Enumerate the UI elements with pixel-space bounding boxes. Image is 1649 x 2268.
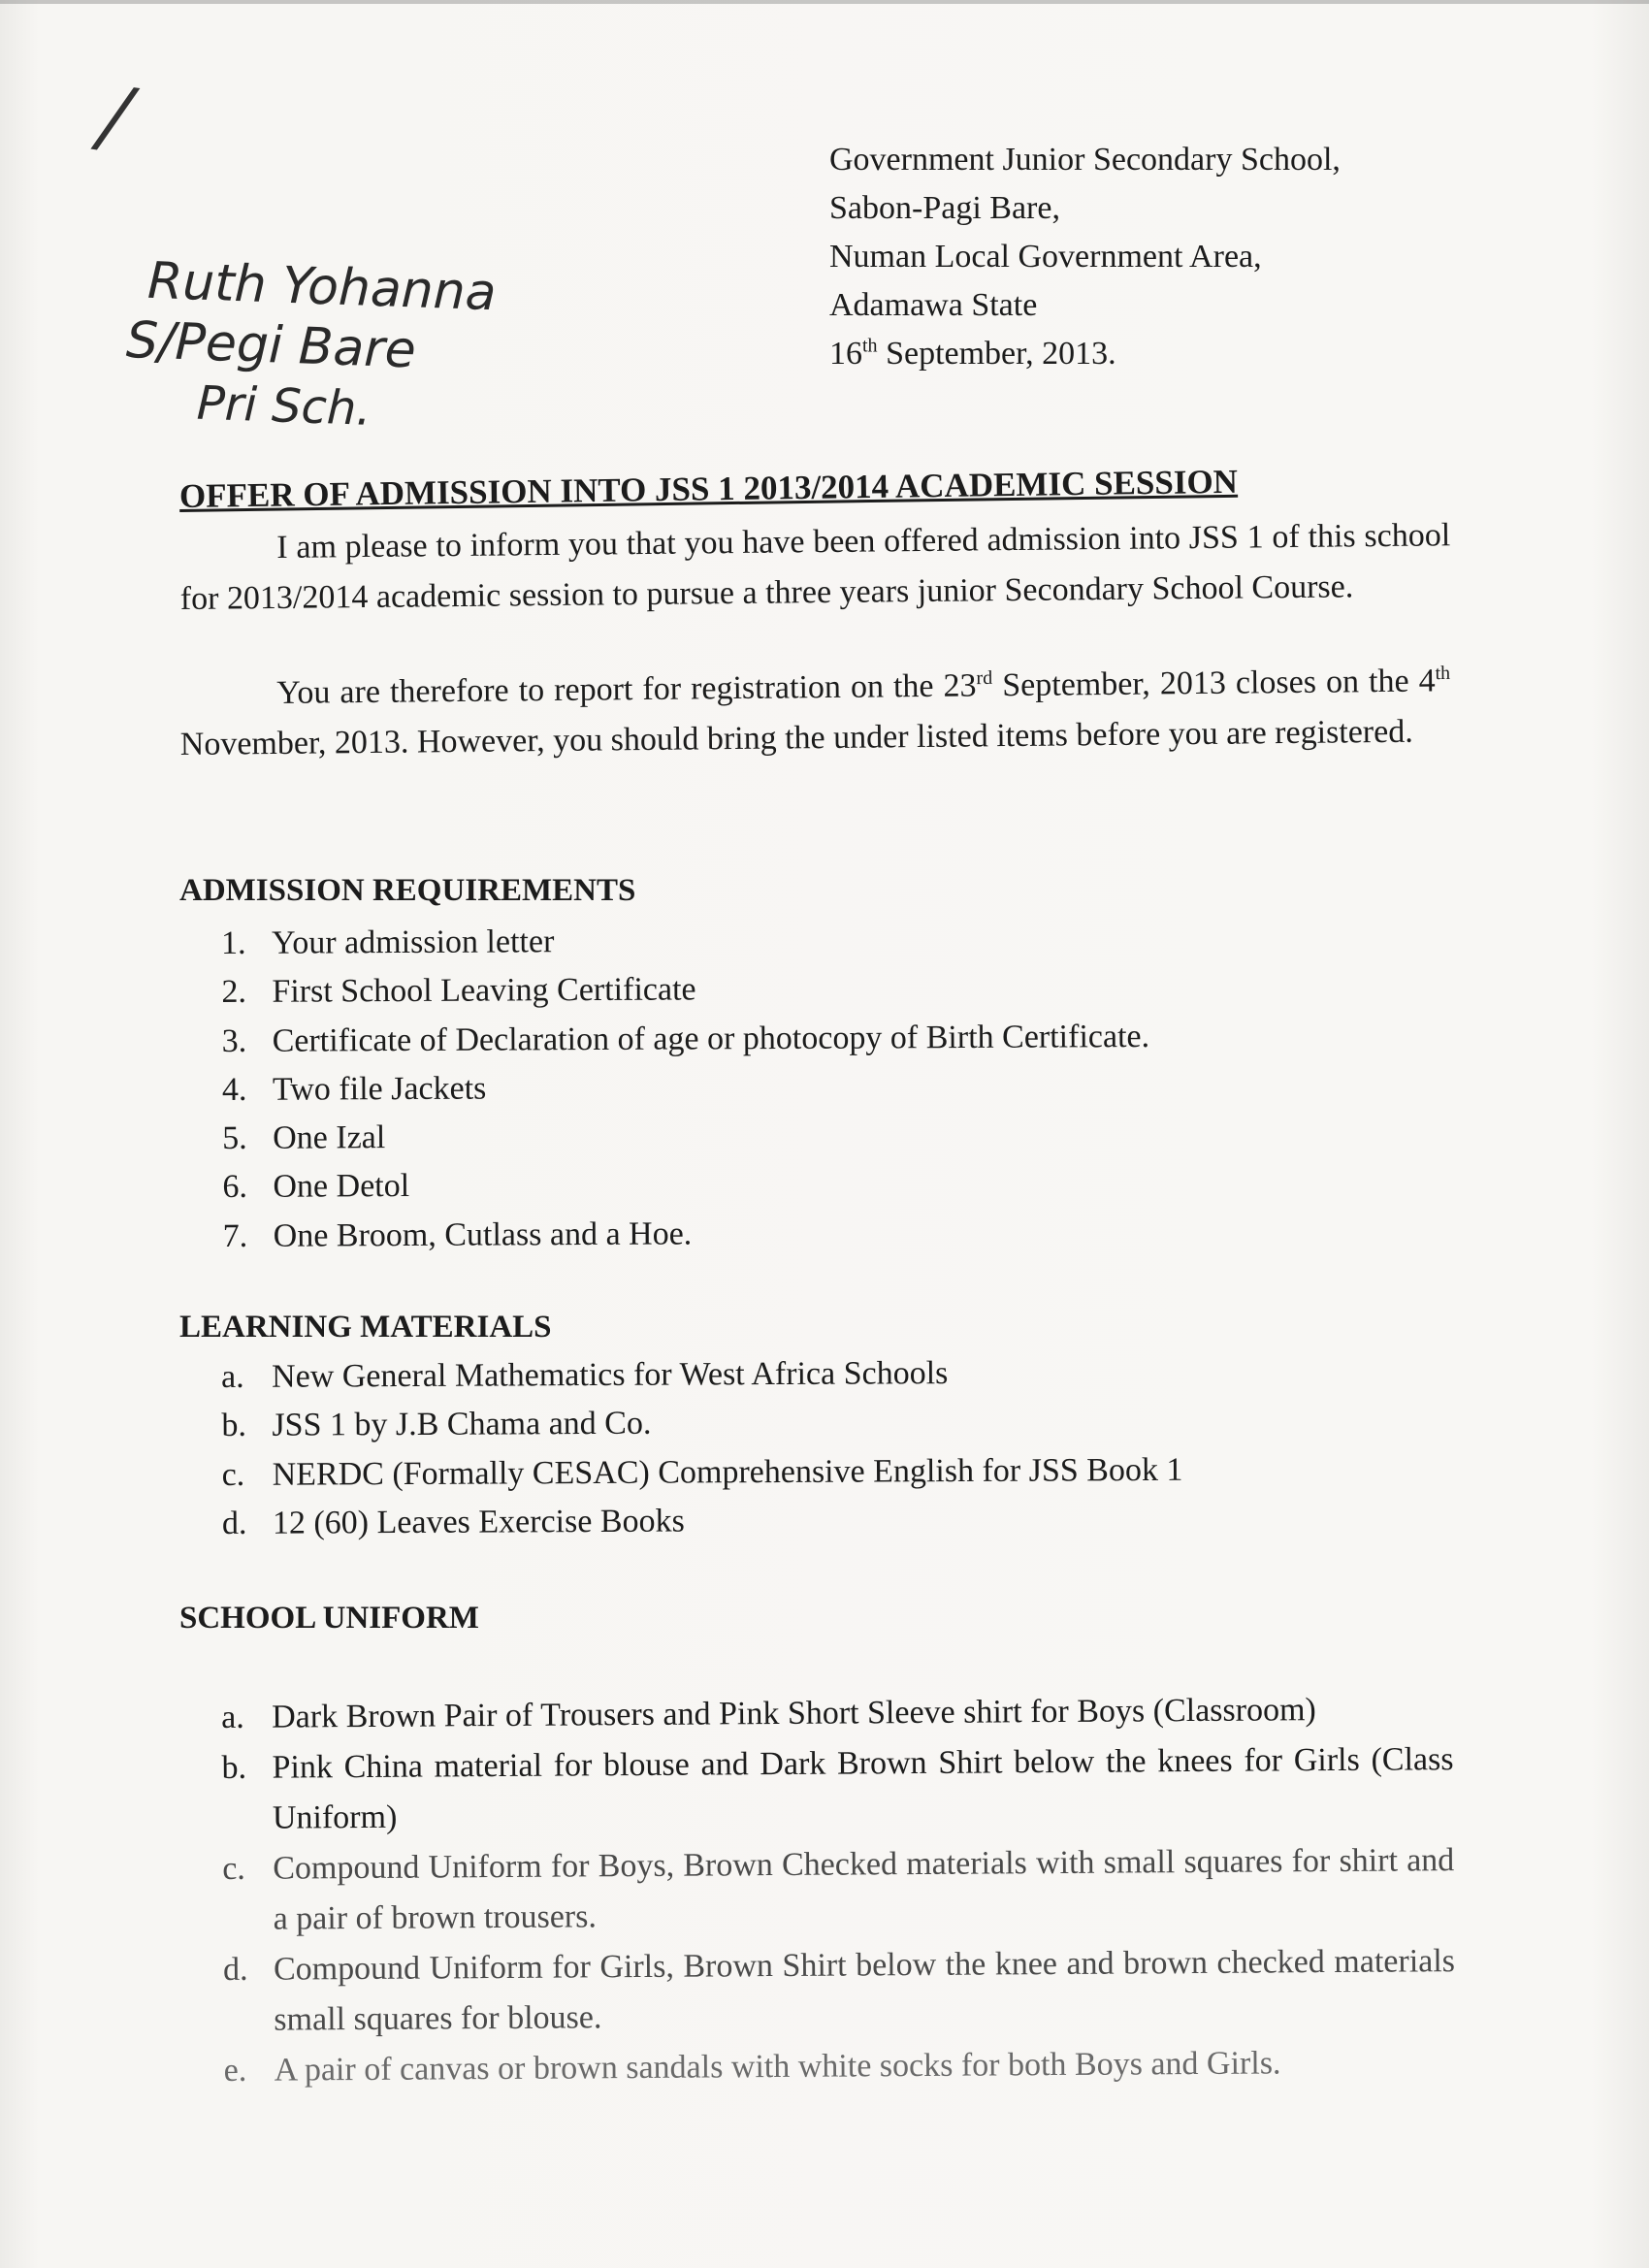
list-item bbox=[223, 1208, 1151, 1261]
handwritten-line-2: S/Pegi Bare bbox=[125, 311, 417, 380]
list-item bbox=[222, 1445, 1183, 1499]
page-number-mark: / bbox=[95, 67, 136, 166]
item-marker: 6. bbox=[222, 1169, 248, 1206]
item-text: NERDC (Formally CESAC) Comprehensive English for JSS Book 1 bbox=[272, 1451, 1183, 1493]
admission-requirements-list bbox=[221, 915, 1150, 1261]
item-marker: d. bbox=[222, 1951, 248, 1988]
registration-text-3: November, 2013. However, you should bring the under listed items before you are registered. bbox=[179, 713, 1413, 762]
registration-text-2: September, 2013 closes on the 4 bbox=[992, 663, 1436, 704]
list-item bbox=[221, 1348, 1182, 1402]
item-marker: a. bbox=[221, 1699, 244, 1735]
paragraph-offer bbox=[179, 510, 1451, 625]
list-item bbox=[221, 1397, 1182, 1450]
item-marker: 7. bbox=[222, 1217, 248, 1254]
item-marker: b. bbox=[221, 1408, 246, 1444]
item-marker: a. bbox=[221, 1358, 244, 1395]
letter-title: OFFER OF ADMISSION INTO JSS 1 2013/2014 ACADEMIC SESSION bbox=[178, 462, 1239, 515]
date-suffix: th bbox=[862, 335, 878, 357]
date-day: 16 bbox=[829, 336, 862, 372]
item-marker: 5. bbox=[222, 1120, 247, 1157]
list-item bbox=[221, 1734, 1454, 1844]
list-item bbox=[222, 1110, 1150, 1163]
item-marker: b. bbox=[221, 1749, 247, 1786]
list-item bbox=[222, 1495, 1183, 1548]
registration-sup-1: rd bbox=[976, 666, 993, 690]
item-marker: e. bbox=[223, 2052, 247, 2089]
item-text: One Detol bbox=[273, 1168, 410, 1206]
item-text: New General Mathematics for West Africa Schools bbox=[272, 1355, 949, 1395]
item-text: Compound Uniform for Girls, Brown Shirt below the knee and brown checked materials small squares for blouse. bbox=[273, 1943, 1456, 2038]
item-marker: d. bbox=[221, 1505, 247, 1541]
registration-text-1: You are therefore to report for registration on the 23 bbox=[276, 667, 977, 711]
item-marker: c. bbox=[222, 1850, 245, 1887]
letter-date bbox=[829, 330, 1341, 378]
item-text: Certificate of Declaration of age or photocopy of Birth Certificate. bbox=[272, 1018, 1150, 1059]
learning-materials-list bbox=[221, 1348, 1183, 1548]
list-item bbox=[221, 915, 1149, 968]
item-text: First School Leaving Certificate bbox=[272, 971, 696, 1011]
item-text: A pair of canvas or brown sandals with white socks for both Boys and Girls. bbox=[274, 2045, 1281, 2089]
list-item bbox=[221, 1684, 1453, 1743]
handwritten-line-3: Pri Sch. bbox=[195, 375, 372, 437]
heading-learning-materials: LEARNING MATERIALS bbox=[179, 1310, 552, 1345]
item-marker: 3. bbox=[221, 1022, 247, 1059]
item-text: 12 (60) Leaves Exercise Books bbox=[272, 1503, 685, 1541]
item-text: One Izal bbox=[273, 1119, 386, 1156]
address-line-4: Adamawa State bbox=[829, 287, 1038, 323]
handwritten-line-1: Ruth Yohanna bbox=[146, 251, 498, 323]
item-marker: 2. bbox=[221, 974, 246, 1011]
address-line-3: Numan Local Government Area, bbox=[829, 239, 1262, 275]
heading-admission-requirements: ADMISSION REQUIREMENTS bbox=[179, 873, 636, 908]
list-item bbox=[222, 1835, 1455, 1945]
item-text: Your admission letter bbox=[272, 923, 555, 961]
item-text: JSS 1 by J.B Chama and Co. bbox=[272, 1405, 652, 1444]
item-text: Dark Brown Pair of Trousers and Pink Short Sleeve shirt for Boys (Classroom) bbox=[272, 1692, 1316, 1735]
school-uniform-list bbox=[221, 1684, 1456, 2096]
item-text: Pink China material for blouse and Dark Brown Shirt below the knees for Girls (Class Uniform) bbox=[272, 1741, 1454, 1836]
address-line-2: Sabon-Pagi Bare, bbox=[829, 190, 1060, 226]
heading-school-uniform: SCHOOL UNIFORM bbox=[179, 1601, 479, 1636]
item-marker: 4. bbox=[221, 1071, 247, 1108]
item-marker: 1. bbox=[221, 924, 246, 961]
school-address bbox=[829, 136, 1341, 378]
list-item bbox=[222, 1013, 1150, 1066]
paragraph-registration bbox=[179, 656, 1451, 770]
registration-sup-2: th bbox=[1435, 662, 1451, 685]
address-line-1: Government Junior Secondary School, bbox=[829, 142, 1341, 178]
paragraph-offer-text: I am please to inform you that you have been offered admission into JSS 1 of this school for 2013/2014 academic session to pursue a three years junior Secondary School Course. bbox=[179, 517, 1451, 617]
handwritten-recipient bbox=[125, 251, 498, 443]
item-marker: c. bbox=[221, 1456, 245, 1493]
list-item bbox=[223, 1936, 1456, 2046]
scan-edge bbox=[0, 0, 1649, 4]
item-text: Compound Uniform for Boys, Brown Checked materials with small squares for shirt and a pair of brown trousers. bbox=[273, 1842, 1455, 1937]
list-item bbox=[222, 1061, 1150, 1115]
date-rest: September, 2013. bbox=[877, 336, 1116, 372]
list-item bbox=[224, 2037, 1456, 2096]
list-item bbox=[222, 1158, 1150, 1212]
list-item bbox=[221, 963, 1149, 1017]
item-text: One Broom, Cutlass and a Hoe. bbox=[273, 1215, 693, 1254]
item-text: Two file Jackets bbox=[272, 1070, 487, 1108]
